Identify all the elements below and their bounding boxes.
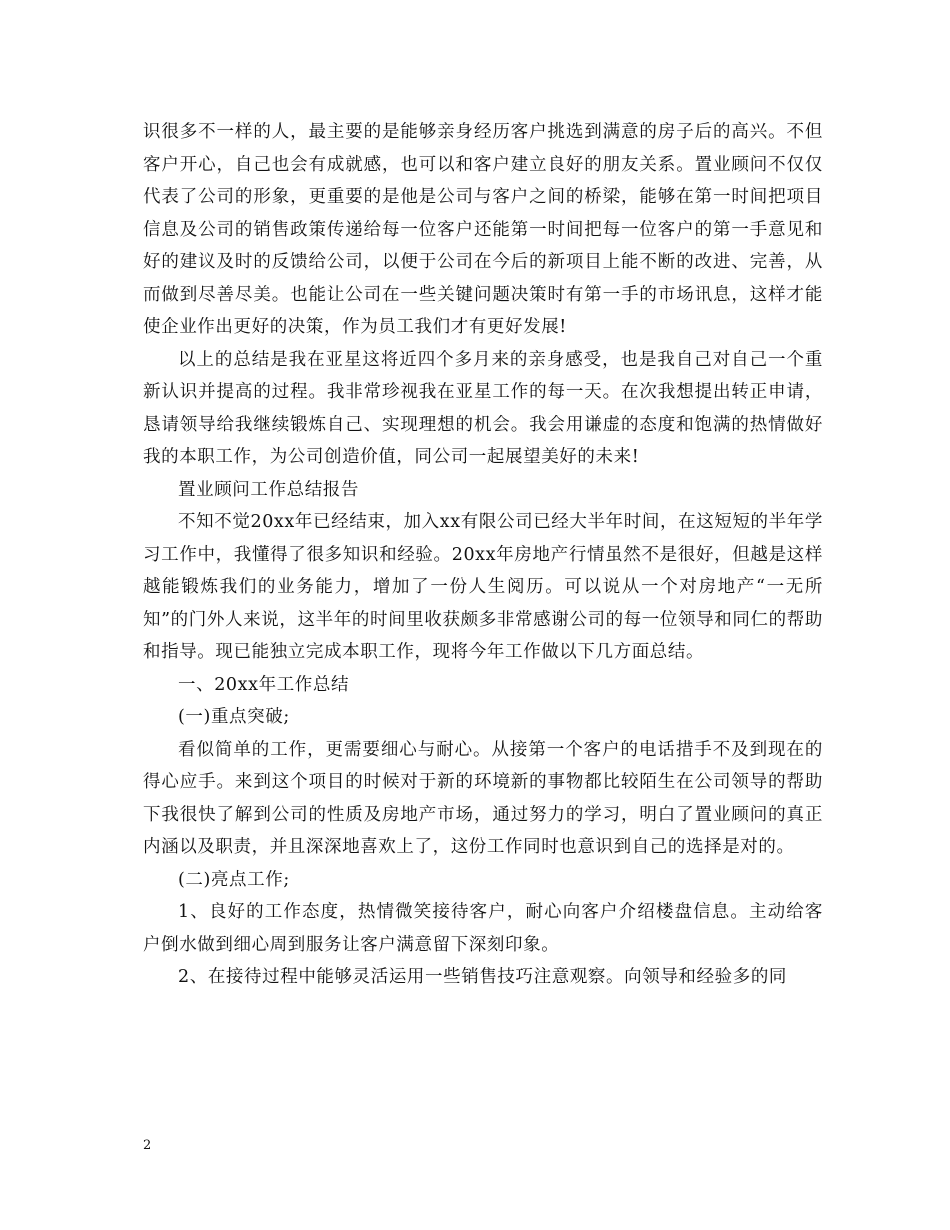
page-number: 2 [143, 1138, 152, 1153]
paragraph-3: 不知不觉20xx年已经结束，加入xx有限公司已经大半年时间，在这短短的半年学习工作中，我懂得了很多知识和经验。20xx年房地产行情虽然不是很好，但越是这样越能锻炼我们的业务能力，增加了一份人生阅历。可以说从一个对房地产“一无所知”的门外人来说，这半年的时间里收获颇多非常感谢公司的每一位领导和同仁的帮助和指导。现已能独立完成本职工作，现将今年工作做以下几方面总结。 [143, 512, 823, 662]
document-body [143, 116, 823, 994]
paragraph-1: 识很多不一样的人，最主要的是能够亲身经历客户挑选到满意的房子后的高兴。不但客户开心，自己也会有成就感，也可以和客户建立良好的朋友关系。置业顾问不仅仅代表了公司的形象，更重要的是他是公司与客户之间的桥梁，能够在第一时间把项目信息及公司的销售政策传递给每一位客户还能第一时间把每一位客户的第一手意见和好的建议及时的反馈给公司，以便于公司在今后的新项目上能不断的改进、完善，从而做到尽善尽美。也能让公司在一些关键问题决策时有第一手的市场讯息，这样才能使企业作出更好的决策，作为员工我们才有更好发展! [143, 122, 823, 337]
heading-1: 一、20xx年工作总结 [178, 674, 350, 695]
list-item-1: 1、良好的工作态度，热情微笑接待客户，耐心向客户介绍楼盘信息。主动给客户倒水做到细心周到服务让客户满意留下深刻印象。 [143, 902, 823, 955]
subheading-2: (二)亮点工作; [178, 869, 290, 890]
list-item-2: 2、在接待过程中能够灵活运用一些销售技巧注意观察。向领导和经验多的同 [178, 967, 788, 987]
subheading-1: (一)重点突破; [178, 707, 290, 727]
paragraph-2: 以上的总结是我在亚星这将近四个多月来的亲身感受，也是我自己对自己一个重新认识并提高的过程。我非常珍视我在亚星工作的每一天。在次我想提出转正申请，恳请领导给我继续锻炼自己、实现理想的机会。我会用谦虚的态度和饱满的热情做好我的本职工作，为公司创造价值，同公司一起展望美好的未来! [143, 349, 823, 467]
section-title: 置业顾问工作总结报告 [178, 479, 359, 500]
paragraph-4: 看似简单的工作，更需要细心与耐心。从接第一个客户的电话措手不及到现在的得心应手。来到这个项目的时候对于新的环境新的事物都比较陌生在公司领导的帮助下我很快了解到公司的性质及房地产市场，通过努力的学习，明白了置业顾问的真正内涵以及职责，并且深深地喜欢上了，这份工作同时也意识到自己的选择是对的。 [143, 739, 823, 857]
